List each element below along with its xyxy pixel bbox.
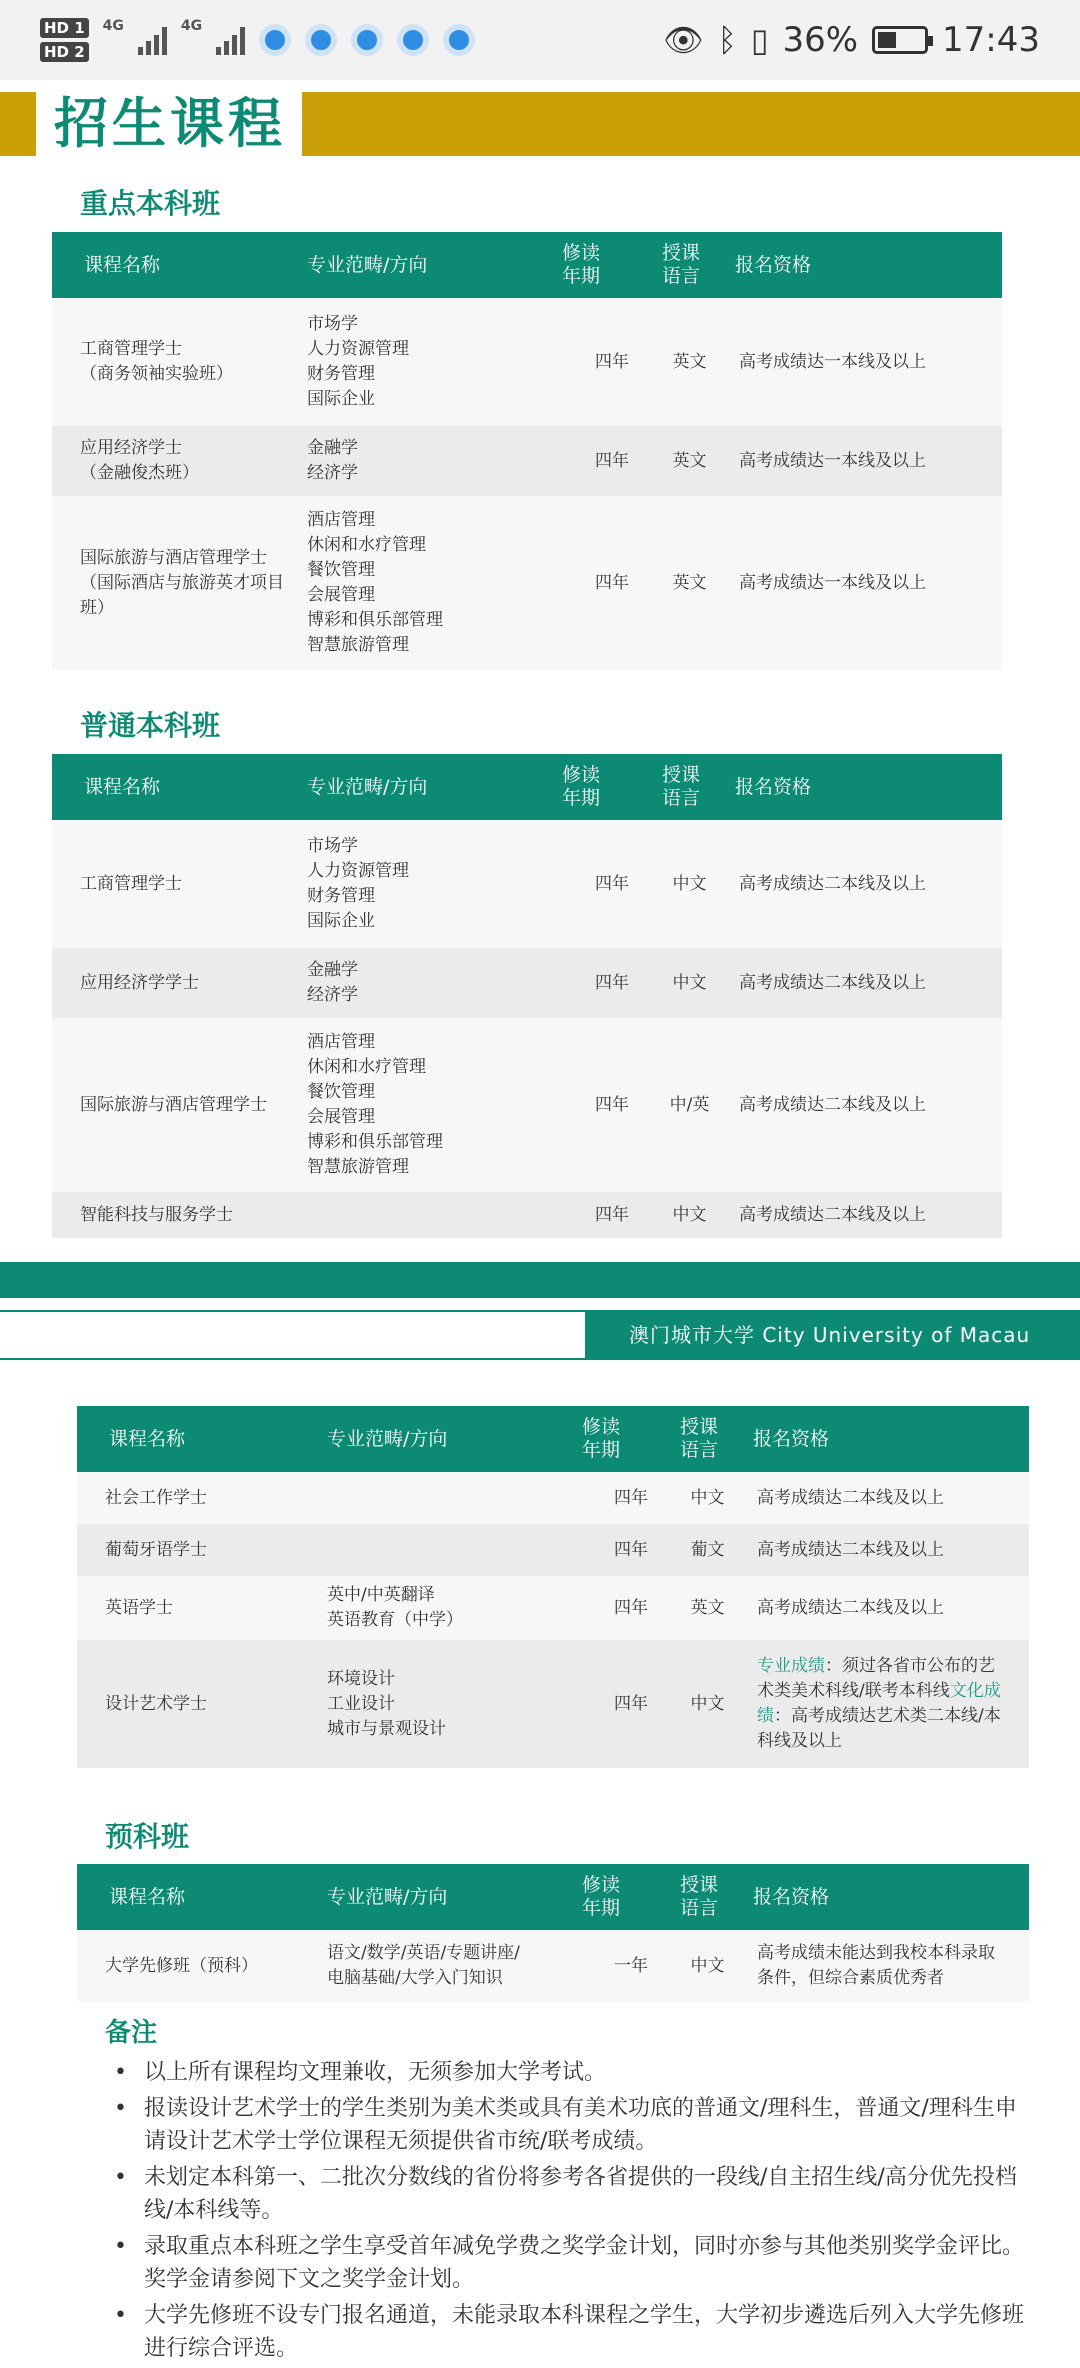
notes-list — [112, 2056, 1032, 2368]
table-row — [77, 1472, 1029, 1524]
header-language: 授课 语言 — [680, 1864, 735, 1930]
notification-bubble-icon — [305, 24, 337, 56]
course-name: 大学先修班（预科） — [77, 1930, 327, 2002]
course-name: 社会工作学士 — [77, 1472, 327, 1524]
course-requirements: 高考成绩达一本线及以上 — [717, 298, 1002, 426]
hd1-badge: HD 1 — [40, 18, 89, 38]
status-bar — [0, 0, 1080, 80]
battery-percent: 36% — [782, 20, 859, 60]
table-row — [52, 1018, 1002, 1192]
note-item: • 以上所有课程均文理兼收，无须参加大学考试。 — [112, 2056, 1032, 2089]
header-years: 修读 年期 — [582, 1864, 680, 1930]
course-major: 酒店管理 休闲和水疗管理 餐饮管理 会展管理 博彩和俱乐部管理 智慧旅游管理 — [307, 1018, 562, 1192]
course-table-regular-undergrad — [52, 754, 1002, 1238]
table-row — [77, 1640, 1029, 1768]
header-major: 专业范畴/方向 — [327, 1864, 582, 1930]
course-requirements: 高考成绩达一本线及以上 — [717, 426, 1002, 496]
course-major: 市场学 人力资源管理 财务管理 国际企业 — [307, 820, 562, 948]
course-years: 一年 — [582, 1930, 680, 2002]
course-major: 语文/数学/英语/专题讲座/ 电脑基础/大学入门知识 — [327, 1930, 582, 2002]
header-requirements: 报名资格 — [735, 1406, 1029, 1472]
note-item: • 未划定本科第一、二批次分数线的省份将参考各省提供的一段线/自主招生线/高分优先投档线/本科线等。 — [112, 2161, 1032, 2227]
course-language: 中文 — [680, 1472, 735, 1524]
signal-icon-2 — [216, 25, 245, 55]
header-years: 修读 年期 — [562, 754, 662, 820]
requirement-text-culture: ：高考成绩达艺术类二本线/本科线及以上 — [757, 1706, 1001, 1751]
header-language: 授课 语言 — [680, 1406, 735, 1472]
course-name: 应用经济学学士 — [52, 948, 307, 1018]
course-requirements: 高考成绩达二本线及以上 — [735, 1472, 1029, 1524]
table-header-row — [77, 1406, 1029, 1472]
section-title-key-undergrad: 重点本科班 — [80, 187, 221, 220]
course-table-key-undergrad — [52, 232, 1002, 670]
notification-bubble-icon — [259, 24, 291, 56]
course-requirements: 高考成绩未能达到我校本科录取条件，但综合素质优秀者 — [735, 1930, 1029, 2002]
header-requirements: 报名资格 — [717, 754, 1002, 820]
course-language: 葡文 — [680, 1524, 735, 1576]
header-major: 专业范畴/方向 — [307, 232, 562, 298]
course-name: 工商管理学士 （商务领袖实验班） — [52, 298, 307, 426]
table-row — [52, 820, 1002, 948]
header-course-name: 课程名称 — [77, 1864, 327, 1930]
course-years: 四年 — [562, 1192, 662, 1238]
table-header-row — [52, 754, 1002, 820]
course-requirements: 高考成绩达二本线及以上 — [717, 820, 1002, 948]
vibrate-icon: ▯ — [750, 21, 769, 59]
course-language: 中文 — [680, 1930, 735, 2002]
table-row — [77, 1930, 1029, 2002]
battery-icon — [872, 26, 928, 54]
course-major: 金融学 经济学 — [307, 948, 562, 1018]
bluetooth-icon: ᛒ — [717, 21, 737, 59]
course-major — [307, 1192, 562, 1238]
course-language: 中/英 — [662, 1018, 717, 1192]
course-years: 四年 — [562, 1018, 662, 1192]
network-type-2: 4G — [180, 18, 203, 34]
course-years: 四年 — [582, 1640, 680, 1768]
course-years: 四年 — [562, 948, 662, 1018]
header-language: 授课 语言 — [662, 754, 717, 820]
course-requirements: 高考成绩达二本线及以上 — [735, 1576, 1029, 1640]
header-major: 专业范畴/方向 — [307, 754, 562, 820]
course-years: 四年 — [582, 1524, 680, 1576]
header-language: 授课 语言 — [662, 232, 717, 298]
course-major: 酒店管理 休闲和水疗管理 餐饮管理 会展管理 博彩和俱乐部管理 智慧旅游管理 — [307, 496, 562, 670]
course-major: 英中/中英翻译 英语教育（中学） — [327, 1576, 582, 1640]
course-major: 市场学 人力资源管理 财务管理 国际企业 — [307, 298, 562, 426]
clock: 17:43 — [942, 20, 1040, 60]
section-title-foundation: 预科班 — [105, 1820, 190, 1853]
course-name: 工商管理学士 — [52, 820, 307, 948]
section-title-regular-undergrad: 普通本科班 — [80, 709, 221, 742]
course-years: 四年 — [582, 1576, 680, 1640]
battery-fill — [878, 32, 896, 48]
course-major — [327, 1472, 582, 1524]
table-row — [52, 1192, 1002, 1238]
status-left — [40, 18, 475, 62]
requirement-label-major: 专业成绩 — [757, 1656, 825, 1676]
signal-icon — [138, 25, 167, 55]
course-table-continued — [77, 1406, 1029, 1768]
requirement-text-major: ：须过各省市公布的艺术类美术科线/联考本科线 — [757, 1656, 995, 1701]
course-major — [327, 1524, 582, 1576]
course-language: 中文 — [680, 1640, 735, 1768]
page-title: 招生课程 — [54, 92, 286, 155]
course-years: 四年 — [562, 298, 662, 426]
table-header-row — [52, 232, 1002, 298]
requirement-label-culture: 文化成绩 — [757, 1681, 1001, 1726]
course-name: 国际旅游与酒店管理学士 （国际酒店与旅游英才项目班） — [52, 496, 307, 670]
status-right — [663, 20, 1040, 60]
course-language: 中文 — [662, 948, 717, 1018]
course-language: 英文 — [662, 426, 717, 496]
university-name: 澳门城市大学 City University of Macau — [585, 1310, 1080, 1360]
course-name: 应用经济学士 （金融俊杰班） — [52, 426, 307, 496]
course-requirements: 高考成绩达二本线及以上 — [717, 948, 1002, 1018]
notes-title: 备注 — [105, 2018, 158, 2048]
notification-bubble-icon — [397, 24, 429, 56]
course-years: 四年 — [562, 426, 662, 496]
course-years: 四年 — [562, 496, 662, 670]
course-requirements: 高考成绩达二本线及以上 — [735, 1524, 1029, 1576]
note-item: • 报读设计艺术学士的学生类别为美术类或具有美术功底的普通文/理科生，普通文/理科生申请设计艺术学士学位课程无须提供省市统/联考成绩。 — [112, 2092, 1032, 2158]
course-name: 设计艺术学士 — [77, 1640, 327, 1768]
course-language: 英文 — [662, 298, 717, 426]
course-language: 英文 — [662, 496, 717, 670]
title-banner — [0, 92, 1080, 156]
notification-bubble-icon — [443, 24, 475, 56]
table-row — [77, 1576, 1029, 1640]
course-language: 中文 — [662, 1192, 717, 1238]
network-type-1: 4G — [102, 18, 124, 34]
table-row — [52, 426, 1002, 496]
header-requirements: 报名资格 — [717, 232, 1002, 298]
header-years: 修读 年期 — [562, 232, 662, 298]
table-row — [52, 298, 1002, 426]
table-header-row — [77, 1864, 1029, 1930]
course-years: 四年 — [582, 1472, 680, 1524]
table-row — [52, 496, 1002, 670]
course-language: 中文 — [662, 820, 717, 948]
header-major: 专业范畴/方向 — [327, 1406, 582, 1472]
hd-indicators — [40, 18, 89, 62]
course-name: 国际旅游与酒店管理学士 — [52, 1018, 307, 1192]
header-requirements: 报名资格 — [735, 1864, 1029, 1930]
course-years: 四年 — [562, 820, 662, 948]
course-name: 葡萄牙语学士 — [77, 1524, 327, 1576]
course-requirements — [735, 1640, 1029, 1768]
header-course-name: 课程名称 — [77, 1406, 327, 1472]
course-requirements: 高考成绩达一本线及以上 — [717, 496, 1002, 670]
table-row — [52, 948, 1002, 1018]
course-name: 英语学士 — [77, 1576, 327, 1640]
course-major: 金融学 经济学 — [307, 426, 562, 496]
course-name: 智能科技与服务学士 — [52, 1192, 307, 1238]
notification-bubble-icon — [351, 24, 383, 56]
table-row — [77, 1524, 1029, 1576]
divider-line — [0, 1358, 585, 1360]
header-course-name: 课程名称 — [52, 754, 307, 820]
eye-icon: 👁 — [663, 21, 704, 59]
note-item: • 录取重点本科班之学生享受首年减免学费之奖学金计划，同时亦参与其他类别奖学金评比。奖学金请参阅下文之奖学金计划。 — [112, 2230, 1032, 2296]
course-language: 英文 — [680, 1576, 735, 1640]
course-table-foundation — [77, 1864, 1029, 2002]
header-years: 修读 年期 — [582, 1406, 680, 1472]
note-item: • 大学先修班不设专门报名通道，未能录取本科课程之学生，大学初步遴选后列入大学先修班进行综合评选。 — [112, 2299, 1032, 2365]
course-requirements: 高考成绩达二本线及以上 — [717, 1018, 1002, 1192]
course-requirements: 高考成绩达二本线及以上 — [717, 1192, 1002, 1238]
hd2-badge: HD 2 — [40, 42, 89, 62]
header-course-name: 课程名称 — [52, 232, 307, 298]
section-divider — [0, 1262, 1080, 1298]
course-major: 环境设计 工业设计 城市与景观设计 — [327, 1640, 582, 1768]
